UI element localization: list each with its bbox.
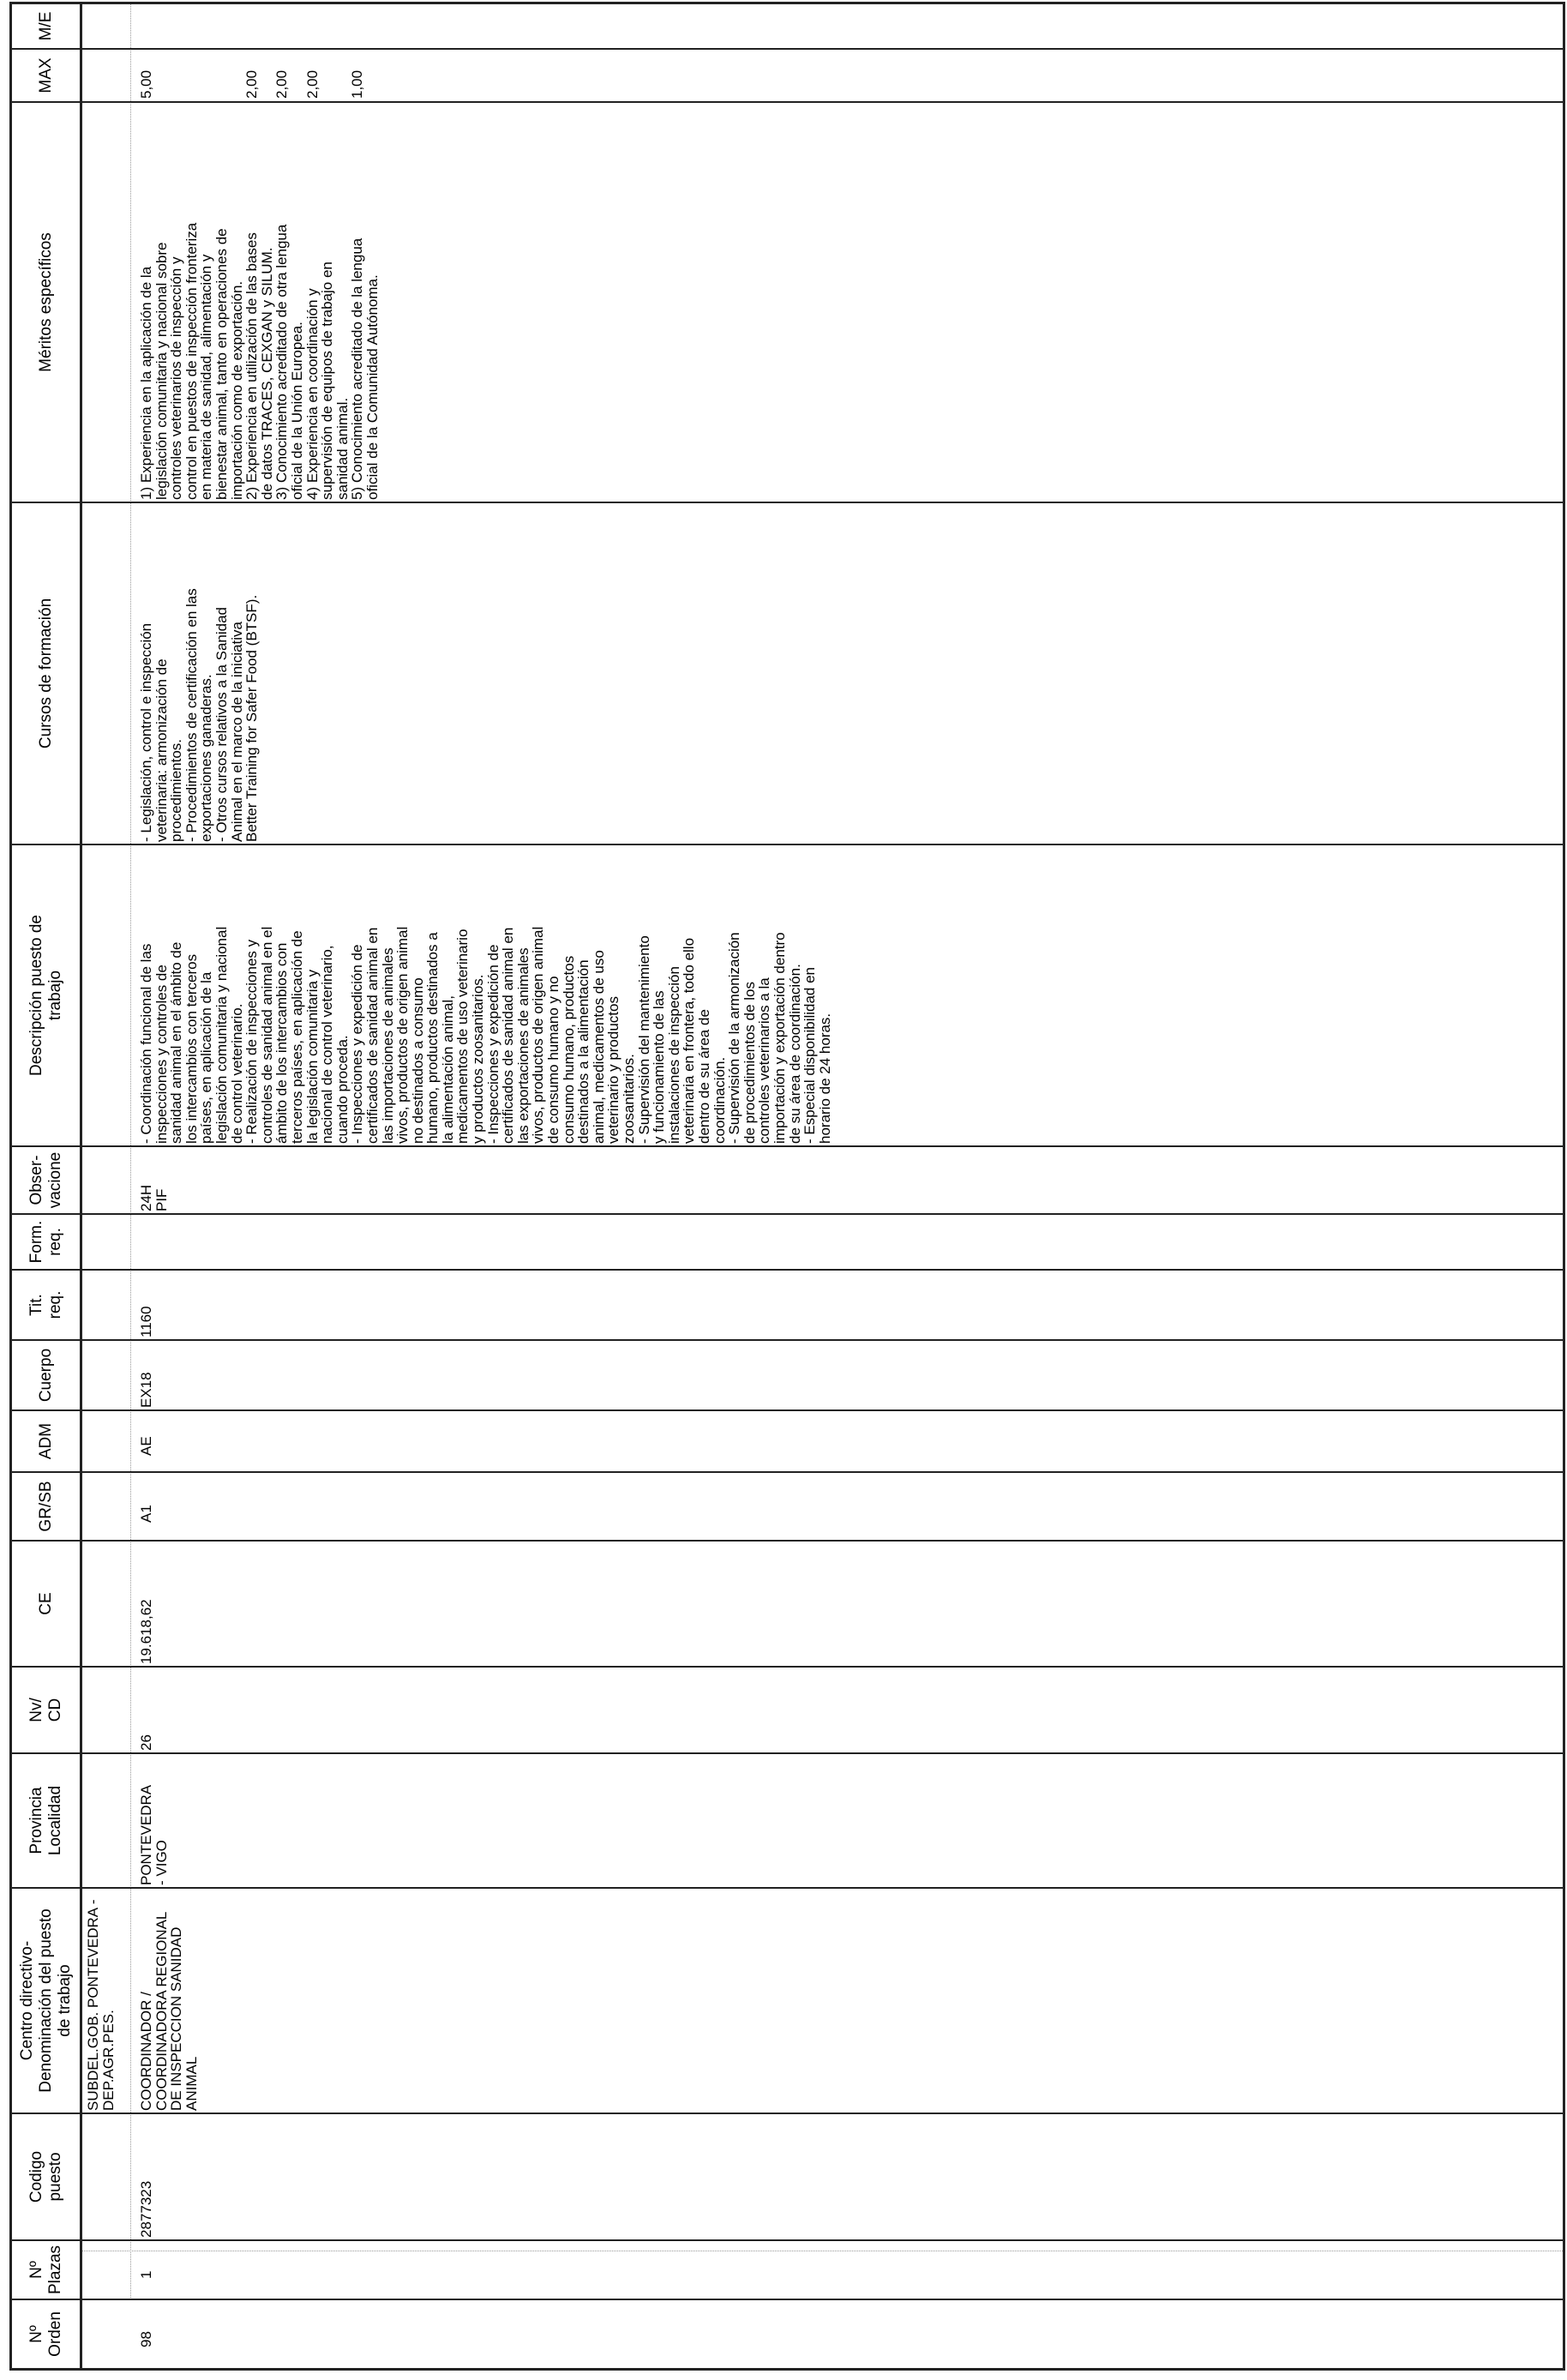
col-border	[9, 2239, 1565, 2241]
merito-item	[274, 3, 304, 500]
cell-nv-cd: 26	[138, 1734, 154, 1751]
cell-gr-sb: A1	[138, 1505, 154, 1523]
header-nv-cd: Nv/ CD	[27, 1698, 64, 1722]
merito-max: 2,00	[243, 69, 261, 99]
header-ce: CE	[36, 1592, 55, 1615]
merito-item	[305, 3, 351, 500]
unit-label: SUBDEL.GOB. PONTEVEDRA - DEP.AGR.PES.	[85, 1899, 117, 2111]
header-form-req: Form. req.	[27, 1220, 64, 1264]
merito-max: 1,00	[349, 69, 366, 99]
cell-observaciones: 24H PIF	[138, 1184, 170, 1211]
col-border	[9, 1213, 1565, 1215]
col-border	[9, 1269, 1565, 1271]
header-meritos: Méritos específicos	[36, 232, 55, 372]
header-provincia-localidad: Provincia Localidad	[27, 1785, 64, 1856]
header-codigo-puesto: Codigo puesto	[27, 2150, 64, 2203]
merito-item	[244, 3, 274, 500]
col-border	[9, 2113, 1565, 2114]
cell-cursos: - Legislación, control e inspección veterinaria: armonización de procedimientos. - Procedimientos de certificación en las exportaciones ganaderas. - Otros cursos relativos a la Sanidad Animal en el marco de la iniciativa Better Training for Safer Food (BTSF).	[138, 588, 261, 842]
col-border	[9, 1887, 1565, 1889]
merito-item	[350, 3, 380, 500]
col-border	[9, 1666, 1565, 1668]
col-border	[9, 502, 1565, 503]
cell-n-plazas: 1	[138, 2270, 154, 2279]
table-bottom-border	[1563, 3, 1565, 2369]
header-cursos: Cursos de formación	[36, 598, 55, 749]
col-border	[9, 2299, 1565, 2300]
cell-denominacion: COORDINADOR / COORDINADORA REGIONAL DE INSPECCION SANIDAD ANIMAL	[138, 1911, 200, 2111]
merito-max: 5,00	[138, 69, 154, 99]
header-bottom-border	[80, 3, 82, 2369]
cell-n-orden: 98	[138, 2331, 154, 2347]
merito-item	[139, 3, 244, 500]
header-max: MAX	[36, 57, 55, 93]
merito-text: 4) Experiencia en coordinación y supervisión de equipos de trabajo en sanidad animal.	[303, 261, 351, 500]
merito-text: 1) Experiencia en la aplicación de la legislación comunitaria y nacional sobre controles veterinarios de inspección y control en puestos de inspección fronteriza en materia de sanidad, alimentación y bienestar animal, tanto en operaciones de importación como de exportación.	[138, 222, 245, 500]
cell-ce: 19.618,62	[138, 1599, 154, 1664]
header-me: M/E	[36, 11, 55, 41]
unit-row-separator	[130, 3, 131, 2299]
merito-max: 2,00	[303, 69, 321, 99]
merito-max: 2,00	[273, 69, 291, 99]
col-border	[9, 1339, 1565, 1341]
header-tit-req: Tit. req.	[27, 1290, 64, 1319]
merito-text: 3) Conocimiento acreditado de otra lengua oficial de la Unión Europea.	[273, 224, 305, 500]
cell-cuerpo: EX18	[138, 1372, 154, 1408]
merito-text: 2) Experiencia en utilización de las bases de datos TRACES, CEXGAN y SILUM.	[243, 232, 275, 500]
cell-provincia-localidad: PONTEVEDRA - VIGO	[138, 1784, 170, 1885]
cell-codigo-puesto: 2877323	[138, 2180, 154, 2238]
header-gr-sb: GR/SB	[36, 1481, 55, 1532]
col-border	[9, 1145, 1565, 1147]
header-centro-directivo: Centro directivo- Denominación del puesto de trabajo	[17, 1908, 74, 2093]
col-border	[9, 844, 1565, 845]
col-border	[9, 1409, 1565, 1411]
header-n-orden: Nº Orden	[27, 2311, 64, 2357]
col-border	[9, 1540, 1565, 1542]
col-border	[9, 1471, 1565, 1473]
header-n-plazas: Nº Plazas	[27, 2245, 64, 2295]
header-observaciones: Obser- vacione	[27, 1151, 64, 1209]
merito-text: 5) Conocimiento acreditado de la lengua oficial de la Comunidad Autónoma.	[349, 237, 381, 500]
cell-tit-req: 1160	[138, 1306, 154, 1337]
cell-descripcion: - Coordinación funcional de las inspecciones y controles de sanidad animal en el ámbito de los intercambios con terceros países, en aplicación de la legislación comunitaria y nacional de control veterinario. - Realización de inspecciones y controles de sanidad animal en el ámbito de los intercambios con terceros países, en aplicación de la legislación comunitaria y nacional de control veterinario, cuando proceda. - Inspecciones y expedición de certificados de sanidad animal en las importaciones de animales vivos, productos de origen animal no destinados a consumo humano, productos destinados a la alimentación animal, medicamentos de uso veterinario y productos zoosanitarios. - Inspecciones y expedición de certificados de sanidad animal en las exportaciones de animales vivos, productos de origen animal de consumo humano y no consumo humano, productos destinados a la alimentación animal, medicamentos de uso veterinario y productos zoosanitarios. - Supervisión del mantenimiento y funcionamiento de las instalaciones de inspección veterinaria en frontera, todo ello dentro de su área de coordinación. - Supervisión de la armonización de procedimientos de los controles veterinarios a la importación y exportación dentro de su área de coordinación. - Especial disponibilidad en horario de 24 horas.	[138, 926, 833, 1144]
header-cuerpo: Cuerpo	[36, 1348, 55, 1403]
header-adm: ADM	[36, 1422, 55, 1460]
col-border	[9, 2368, 1565, 2371]
col-border	[9, 1752, 1565, 1754]
header-descripcion: Descripción puesto de trabajo	[27, 915, 64, 1076]
meritos-list	[139, 3, 381, 500]
cell-adm: AE	[138, 1436, 154, 1456]
